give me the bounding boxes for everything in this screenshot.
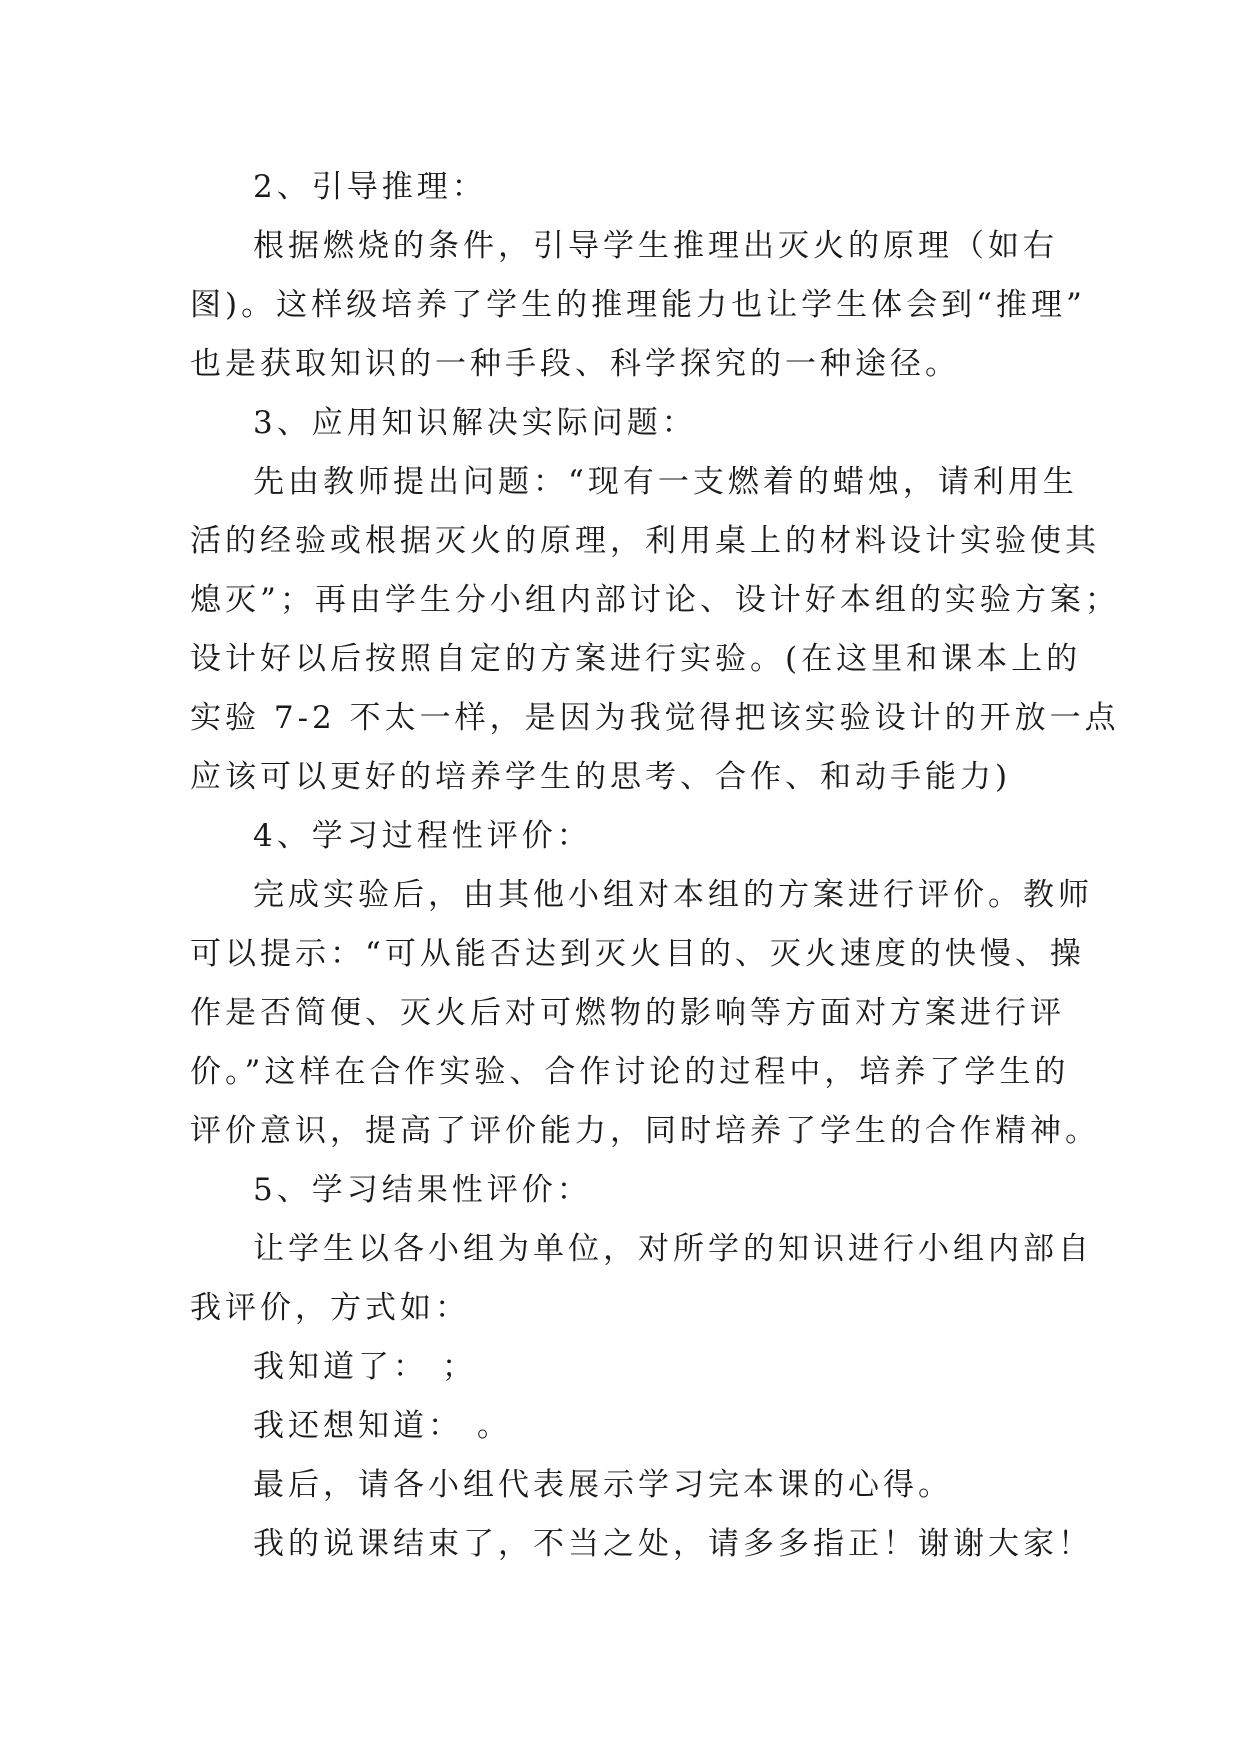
document-body	[190, 158, 1120, 1574]
paragraph-line: 价。”这样在合作实验、合作讨论的过程中，培养了学生的	[190, 1054, 1070, 1090]
paragraph-line: 根据燃烧的条件，引导学生推理出灭火的原理（如右	[253, 228, 1058, 264]
paragraph-line: 也是获取知识的一种手段、科学探究的一种途径。	[190, 346, 960, 382]
paragraph-line: 我知道了： ；	[253, 1349, 477, 1385]
paragraph-line: 应该可以更好的培养学生的思考、合作、和动手能力)	[190, 759, 1012, 795]
paragraph-line: 我还想知道： 。	[253, 1408, 512, 1444]
paragraph-line: 先由教师提出问题：“现有一支燃着的蜡烛，请利用生	[253, 464, 1078, 500]
section-heading-4: 4、学习过程性评价：	[253, 818, 592, 854]
paragraph-line: 完成实验后，由其他小组对本组的方案进行评价。教师	[253, 877, 1093, 913]
section-heading-5: 5、学习结果性评价：	[253, 1172, 592, 1208]
closing-line: 我的说课结束了，不当之处，请多多指正！谢谢大家！	[253, 1526, 1093, 1562]
paragraph-line: 设计好以后按照自定的方案进行实验。(在这里和课本上的	[190, 641, 1082, 677]
paragraph-line: 我评价，方式如：	[190, 1290, 470, 1326]
paragraph-line: 活的经验或根据灭火的原理，利用桌上的材料设计实验使其	[190, 523, 1100, 559]
section-heading-3: 3、应用知识解决实际问题：	[253, 405, 697, 441]
paragraph-line: 最后，请各小组代表展示学习完本课的心得。	[253, 1467, 953, 1503]
paragraph-line: 实验 7-2 不太一样，是因为我觉得把该实验设计的开放一点	[190, 700, 1120, 736]
paragraph-line: 作是否简便、灭火后对可燃物的影响等方面对方案进行评	[190, 995, 1065, 1031]
paragraph-line: 可以提示：“可从能否达到灭火目的、灭火速度的快慢、操	[190, 936, 1085, 972]
section-heading-2: 2、引导推理：	[253, 169, 487, 205]
paragraph-line: 图)。这样级培养了学生的推理能力也让学生体会到“推理”	[190, 287, 1086, 323]
paragraph-line: 熄灭”；再由学生分小组内部讨论、设计好本组的实验方案；	[190, 582, 1120, 618]
paragraph-line: 让学生以各小组为单位，对所学的知识进行小组内部自	[253, 1231, 1093, 1267]
paragraph-line: 评价意识，提高了评价能力，同时培养了学生的合作精神。	[190, 1113, 1100, 1149]
